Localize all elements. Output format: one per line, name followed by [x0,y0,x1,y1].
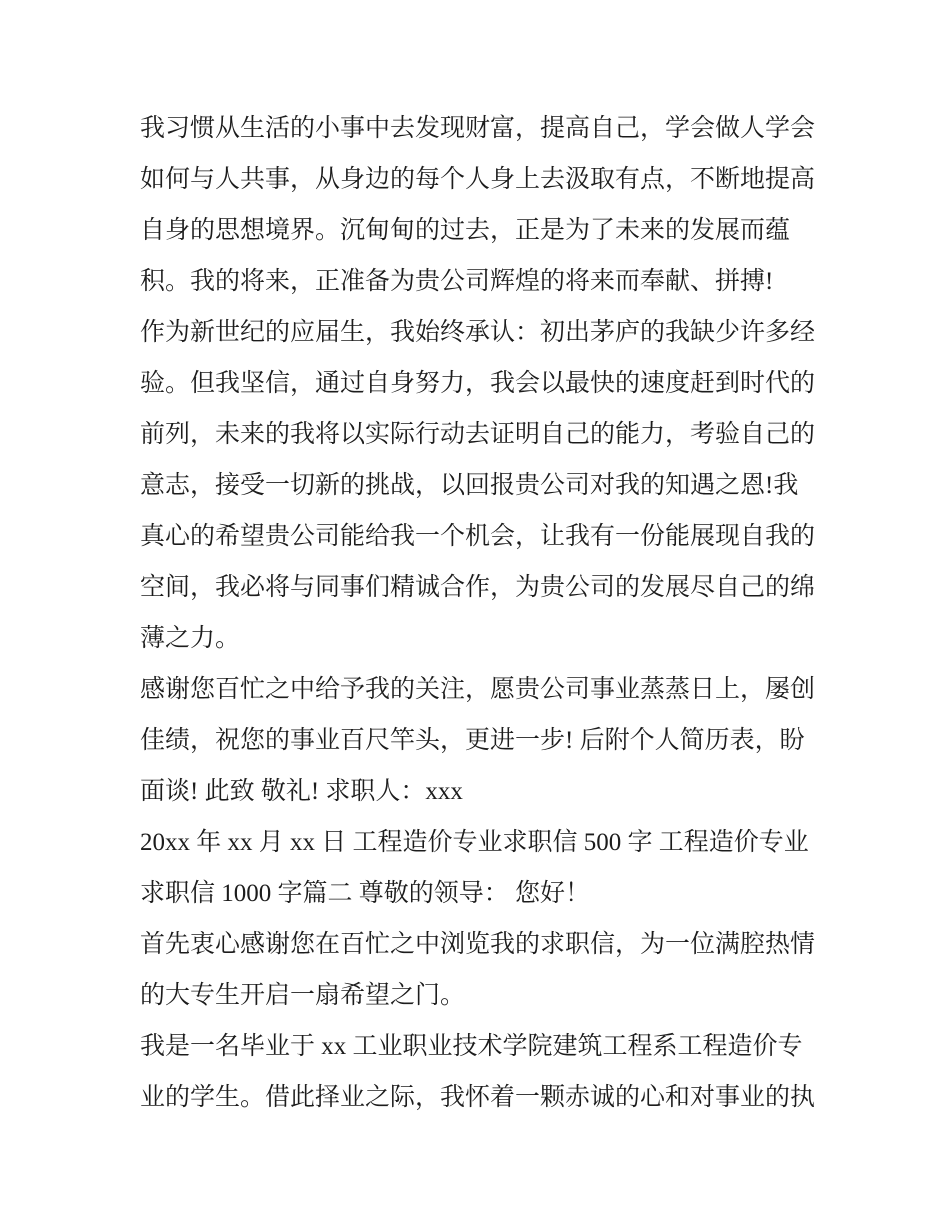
text-line: 20xx 年 xx 月 xx 日 工程造价专业求职信 500 字 工程造价专业 [140,829,809,856]
text-line: 业的学生。借此择业之际，我怀着一颗赤诚的心和对事业的执 [140,1084,816,1111]
text-line: 积。我的将来，正准备为贵公司辉煌的将来而奉献、拼搏! [140,268,774,295]
text-line: 感谢您百忙之中给予我的关注，愿贵公司事业蒸蒸日上，屡创 [140,676,816,703]
text-line: 自身的思想境界。沉甸甸的过去，正是为了未来的发展而蕴 [140,217,791,244]
text-line: 如何与人共事，从身边的每个人身上去汲取有点，不断地提高 [140,166,816,193]
text-line: 意志，接受一切新的挑战，以回报贵公司对我的知遇之恩!我 [140,472,799,499]
text-line: 佳绩，祝您的事业百尺竿头，更进一步! 后附个人简历表，盼 [140,727,805,754]
text-line: 的大专生开启一扇希望之门。 [140,982,466,1009]
text-line: 薄之力。 [140,625,241,652]
text-line: 面谈! 此致 敬礼! 求职人：xxx [140,778,463,805]
text-line: 验。但我坚信，通过自身努力，我会以最快的速度赶到时代的 [140,370,816,397]
text-line: 空间，我必将与同事们精诚合作，为贵公司的发展尽自己的绵 [140,574,816,601]
text-line: 真心的希望贵公司能给我一个机会，让我有一份能展现自我的 [140,523,816,550]
text-line: 作为新世纪的应届生，我始终承认：初出茅庐的我缺少许多经 [140,319,816,346]
text-line: 求职信 1000 字篇二 尊敬的领导： 您好！ [140,880,591,907]
text-line: 我是一名毕业于 xx 工业职业技术学院建筑工程系工程造价专 [140,1033,803,1060]
text-line: 前列，未来的我将以实际行动去证明自己的能力，考验自己的 [140,421,816,448]
text-line: 我习惯从生活的小事中去发现财富，提高自己，学会做人学会 [140,115,816,142]
text-line: 首先衷心感谢您在百忙之中浏览我的求职信，为一位满腔热情 [140,931,816,958]
document-body [140,103,830,1123]
